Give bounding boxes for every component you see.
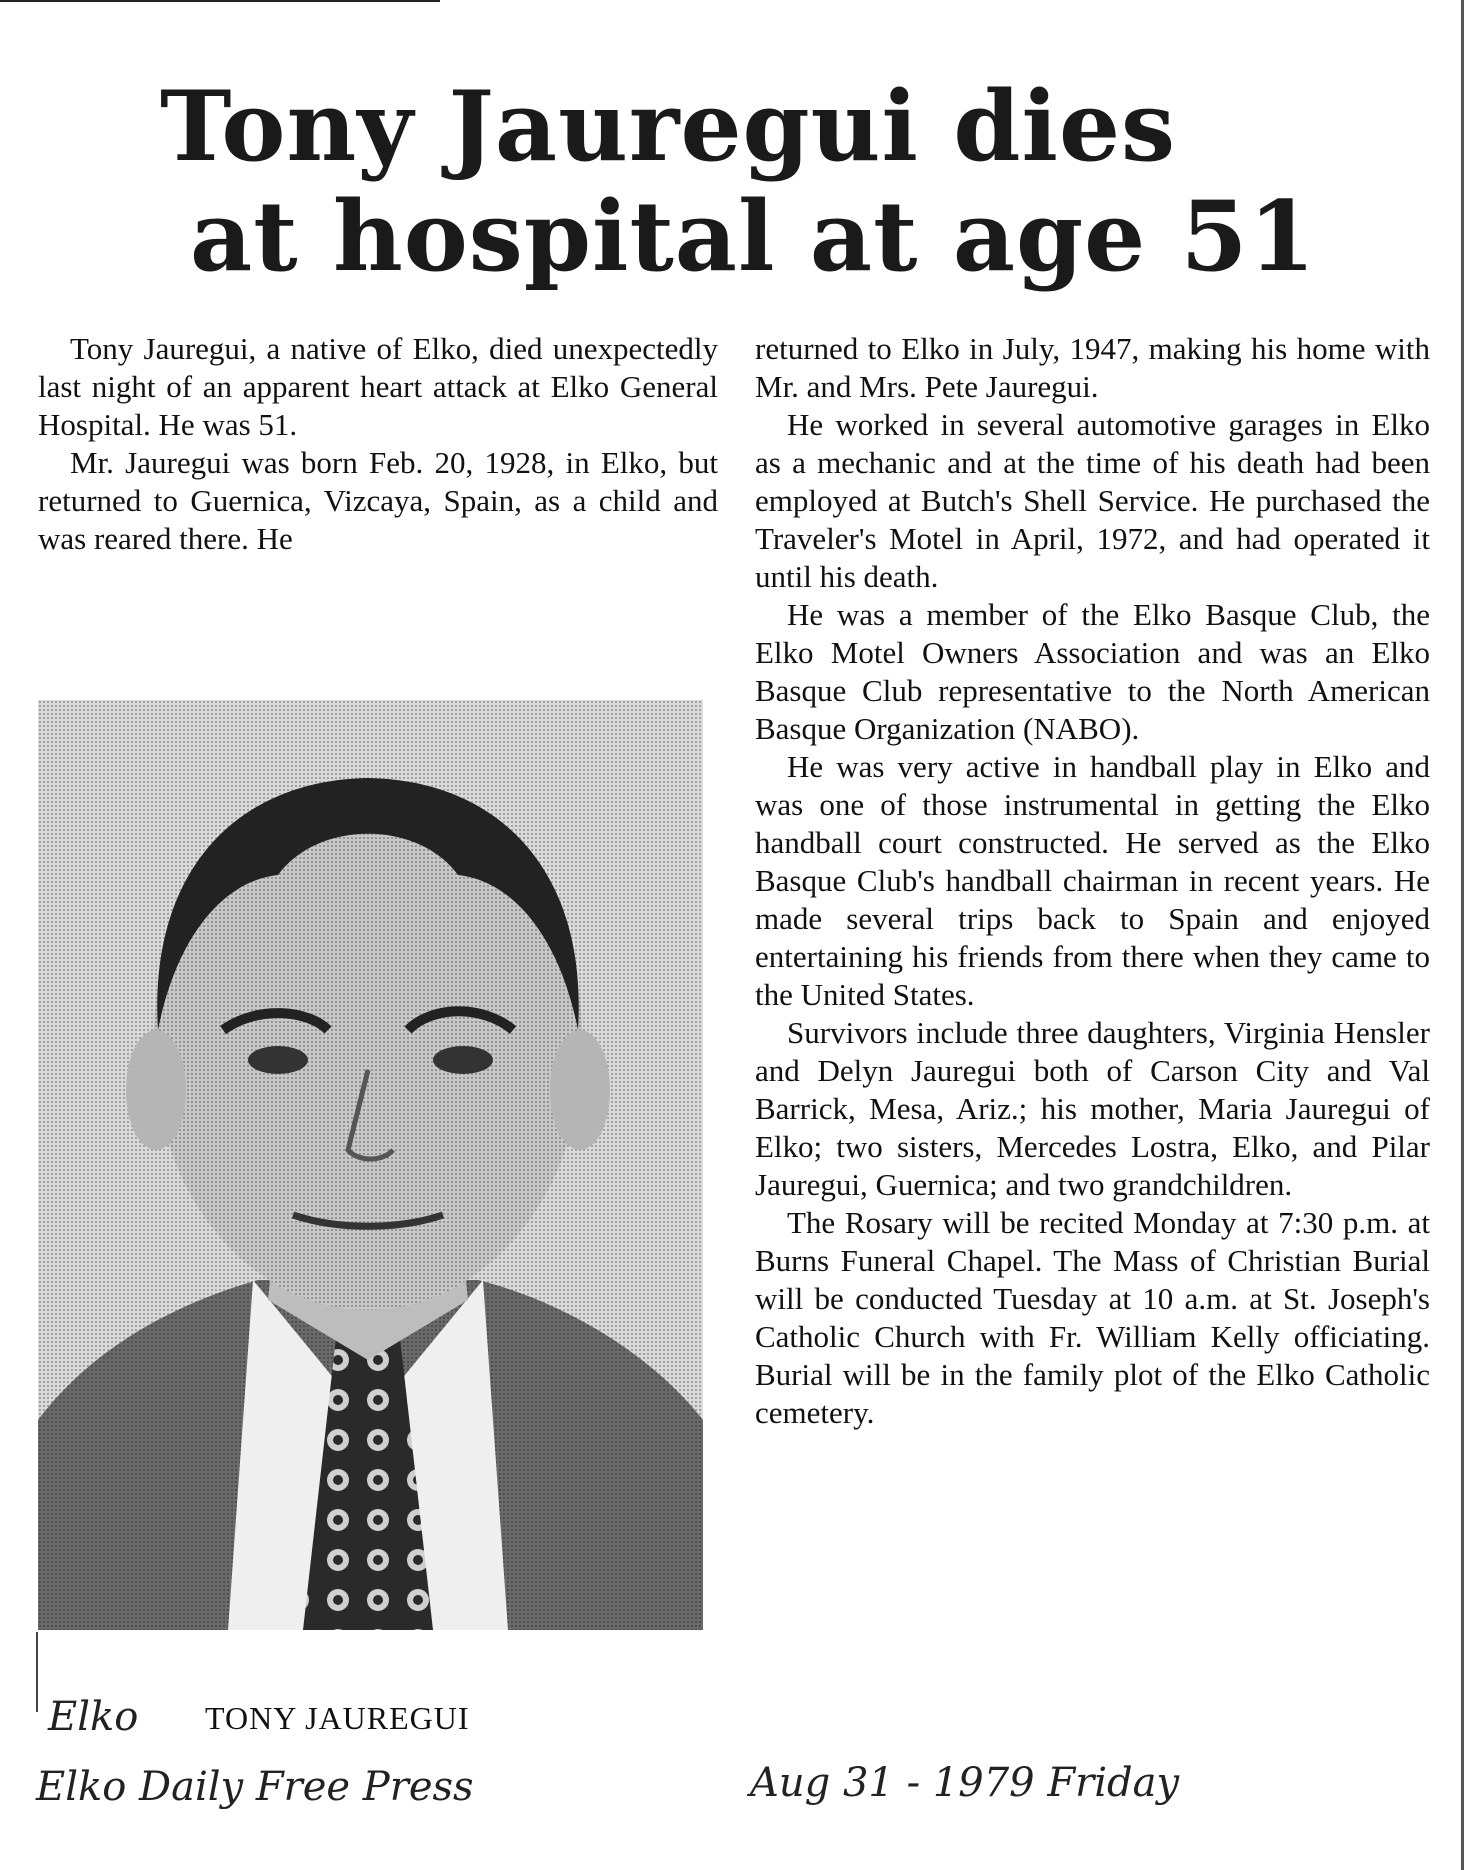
top-border-rule bbox=[0, 0, 440, 2]
paragraph: Survivors include three daughters, Virginia Hensler and Delyn Jauregui both of Carson City and Val Barrick, Mesa, Ariz.; his mother, Maria Jauregui of Elko; two sisters, Mercedes Lostra, Elko, and Pilar Jauregui, Guernica; and two grandchildren. bbox=[755, 1015, 1430, 1202]
right-column bbox=[755, 330, 1430, 1432]
headline-line-2: at hospital at age 51 bbox=[190, 180, 1317, 293]
paragraph: He was a member of the Elko Basque Club, the Elko Motel Owners Association and was an Elko Basque Club representative to the North American Basque Organization (NABO). bbox=[755, 597, 1430, 746]
handwritten-place: Elko bbox=[48, 1694, 139, 1740]
portrait-illustration bbox=[38, 700, 703, 1630]
page-edge-line bbox=[1461, 0, 1464, 1870]
paragraph: returned to Elko in July, 1947, making his home with Mr. and Mrs. Pete Jauregui. bbox=[755, 331, 1430, 404]
paragraph: The Rosary will be recited Monday at 7:30 p.m. at Burns Funeral Chapel. The Mass of Christian Burial will be conducted Tuesday at 10 a.m. at St. Joseph's Catholic Church with Fr. William Kelly officiating. Burial will be in the family plot of the Elko Catholic cemetery. bbox=[755, 1205, 1430, 1430]
headline-line-1: Tony Jauregui dies bbox=[160, 70, 1177, 183]
paragraph: Mr. Jauregui was born Feb. 20, 1928, in Elko, but returned to Guernica, Vizcaya, Spain, as a child and was reared there. He bbox=[38, 445, 718, 556]
left-column bbox=[38, 330, 718, 558]
handwritten-date: Aug 31 - 1979 Friday bbox=[750, 1760, 1180, 1806]
portrait-photo bbox=[38, 700, 703, 1630]
paragraph: Tony Jauregui, a native of Elko, died unexpectedly last night of an apparent heart attack at Elko General Hospital. He was 51. bbox=[38, 331, 718, 442]
paragraph: He was very active in handball play in Elko and was one of those instrumental in getting the Elko handball court constructed. He served as the Elko Basque Club's handball chairman in recent years. He made several trips back to Spain and enjoyed entertaining his friends from there when they came to the United States. bbox=[755, 749, 1430, 1012]
photo-caption: TONY JAUREGUI bbox=[205, 1700, 470, 1736]
handwritten-newspaper-name: Elko Daily Free Press bbox=[36, 1764, 474, 1810]
headline bbox=[160, 72, 1340, 292]
caption-rule bbox=[36, 1632, 38, 1712]
paragraph: He worked in several automotive garages in Elko as a mechanic and at the time of his death had been employed at Butch's Shell Service. He purchased the Traveler's Motel in April, 1972, and had operated it until his death. bbox=[755, 407, 1430, 594]
